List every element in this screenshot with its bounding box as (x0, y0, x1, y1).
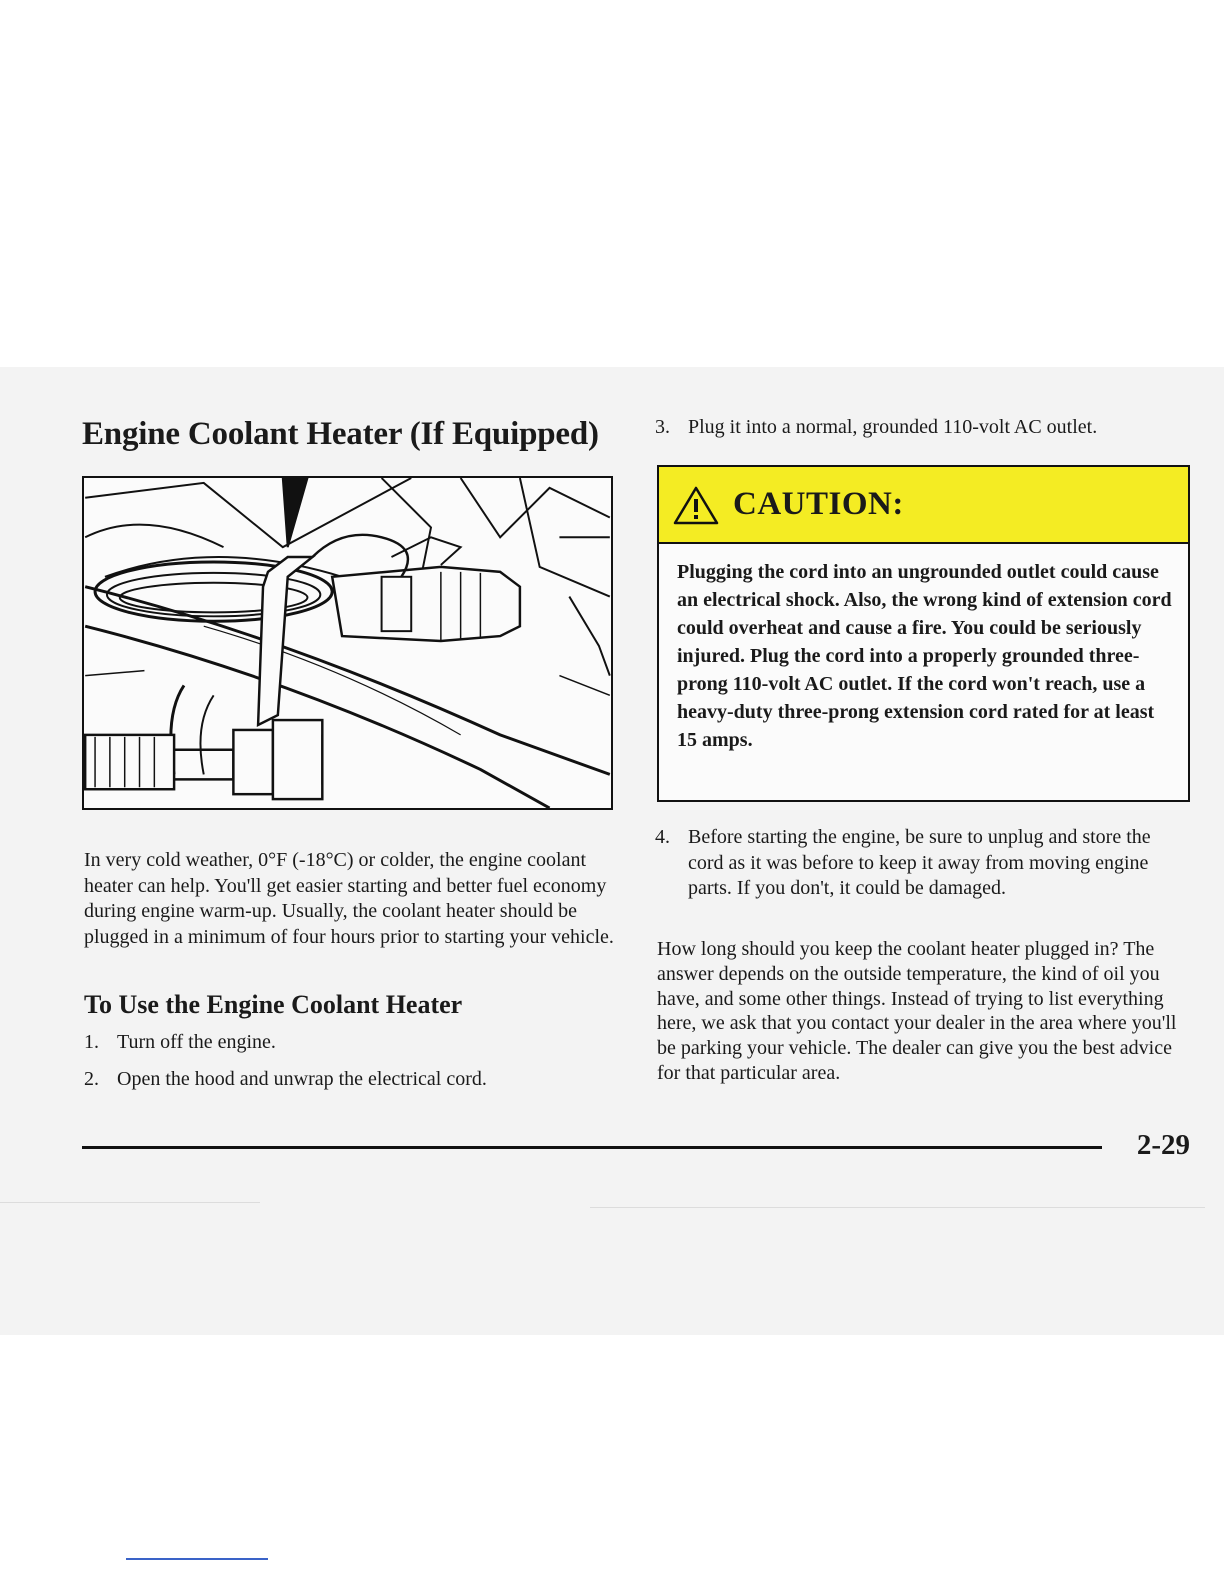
steps-list-right-top (655, 415, 1190, 452)
link-underline (126, 1558, 268, 1560)
caution-box (657, 465, 1190, 802)
intro-paragraph: In very cold weather, 0°F (-18°C) or colder, the engine coolant heater can help. You'll get easier starting and better fuel economy during engine warm-up. Usually, the coolant heater should be plugged in a minimum of four hours prior to starting your vehicle. (84, 849, 614, 948)
list-item (655, 825, 1190, 902)
footer-rule (82, 1146, 1102, 1149)
steps-list-right (655, 825, 1190, 914)
step-number: 4. (655, 826, 670, 848)
steps-list-left (84, 1030, 614, 1104)
step-text: Plug it into a normal, grounded 110-volt AC outlet. (688, 416, 1098, 438)
caution-header (659, 467, 1188, 544)
step-text: Open the hood and unwrap the electrical cord. (117, 1068, 487, 1090)
step-number: 1. (84, 1031, 99, 1053)
subsection-title: To Use the Engine Coolant Heater (84, 990, 463, 1019)
step-text: Turn off the engine. (117, 1031, 276, 1053)
step-number: 3. (655, 416, 670, 438)
step-text: Before starting the engine, be sure to unplug and store the cord as it was before to keep it away from moving engine parts. If you don't, it could be damaged. (688, 826, 1151, 899)
caution-text: Plugging the cord into an ungrounded outlet could cause an electrical shock. Also, the wrong kind of extension cord could overheat and cause a fire. You could be seriously injured. Plug the cord into a properly grounded three-prong 110-volt AC outlet. If the cord won't reach, use a heavy-duty three-prong extension cord rated for at least 15 amps. (677, 561, 1172, 751)
coolant-heater-cord-illustration (82, 476, 613, 810)
scan-artifact-line (0, 1202, 260, 1203)
page-number: 2-29 (1136, 1129, 1190, 1161)
left-column (82, 410, 617, 1090)
caution-title: CAUTION: (733, 486, 904, 522)
list-item (84, 1067, 614, 1092)
section-title: Engine Coolant Heater (If Equipped) (82, 416, 599, 452)
step-number: 2. (84, 1068, 99, 1090)
warning-triangle-icon (673, 485, 719, 525)
scan-artifact-line (590, 1207, 1205, 1208)
list-item (84, 1030, 614, 1055)
closing-paragraph: How long should you keep the coolant heater plugged in? The answer depends on the outside temperature, the kind of oil you have, and some other things. Instead of trying to list everything here, we ask that you contact your dealer in the area where you'll be parking your vehicle. The dealer can give you the best advice for that particular area. (657, 938, 1177, 1084)
list-item (655, 415, 1190, 440)
